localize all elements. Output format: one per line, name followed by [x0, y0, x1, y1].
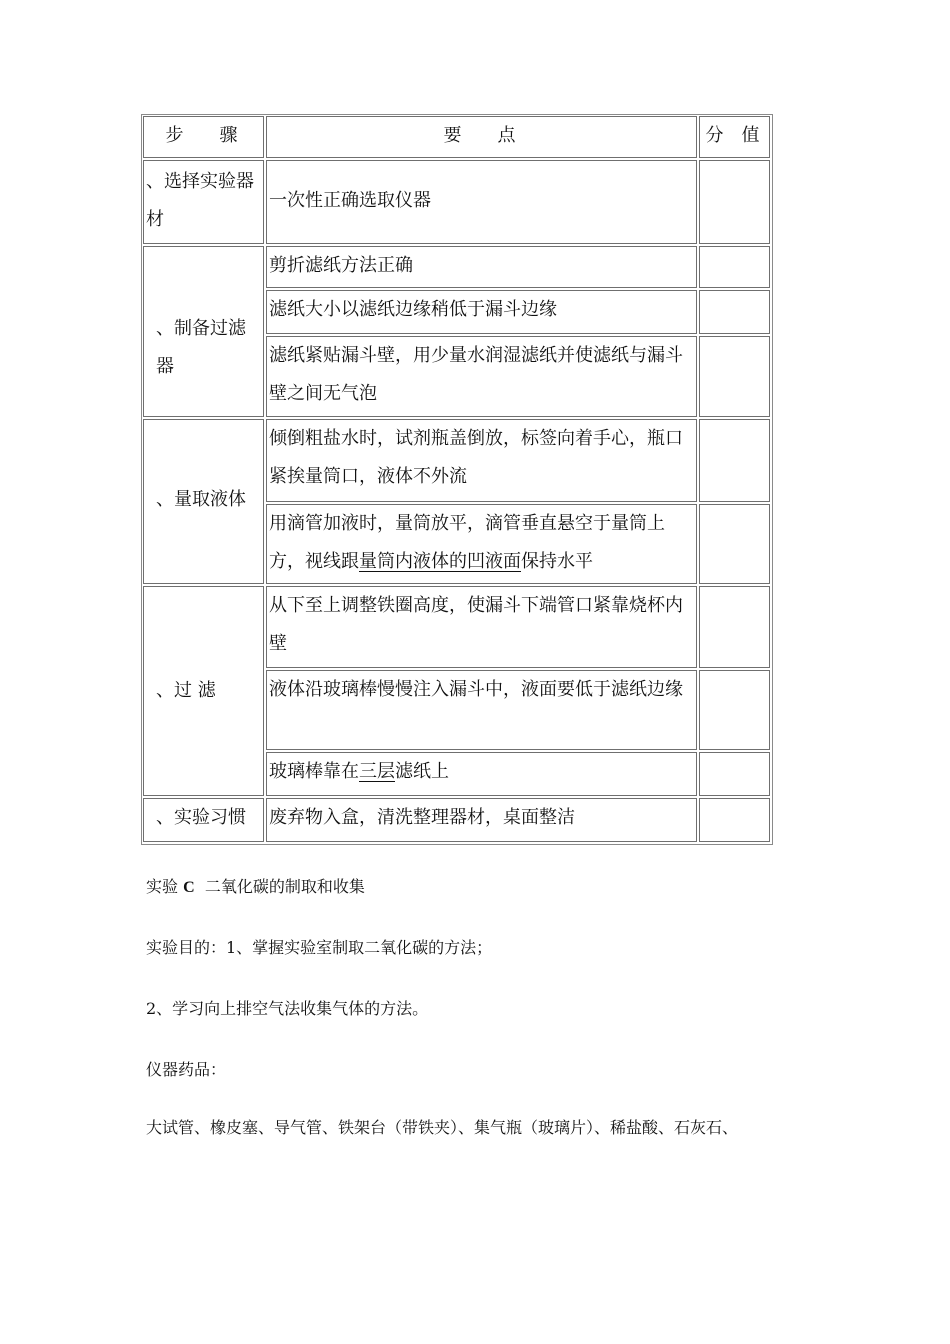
- point-cleanup: 废弃物入盒，清洗整理器材，桌面整洁: [266, 798, 697, 842]
- step-prepare-filter: 、制备过滤器: [143, 246, 264, 417]
- step-measure-liquid: 、量取液体: [143, 419, 264, 584]
- purpose-line-2: 2、学习向上排空气法收集气体的方法。: [146, 999, 429, 1018]
- score-cell: [699, 670, 770, 750]
- step-select-equipment: 、选择实验器材: [143, 160, 264, 244]
- score-cell: [699, 290, 770, 334]
- point-adjust-iron-ring: 从下至上调整铁圈高度，使漏斗下端管口紧靠烧杯内壁: [266, 586, 697, 668]
- header-points: 要 点: [266, 116, 697, 158]
- point-dropper-use: 用滴管加液时，量筒放平，滴管垂直悬空于量筒上方，视线跟量筒内液体的凹液面保持水平: [266, 504, 697, 584]
- instruments-list: 大试管、橡皮塞、导气管、铁架台（带铁夹）、集气瓶（玻璃片）、稀盐酸、石灰石、: [146, 1118, 739, 1137]
- point-fold-filter-paper: 剪折滤纸方法正确: [266, 246, 697, 288]
- point-pour-salt-water: 倾倒粗盐水时，试剂瓶盖倒放，标签向着手心，瓶口紧挨量筒口，液体不外流: [266, 419, 697, 502]
- underlined-three-layers: 三层: [359, 761, 395, 782]
- point-rod-three-layers: 玻璃棒靠在三层滤纸上: [266, 752, 697, 796]
- step-lab-habits: 、实验习惯: [143, 798, 264, 842]
- header-step: 步 骤: [143, 116, 264, 158]
- point-select-instruments: 一次性正确选取仪器: [266, 160, 697, 244]
- point-pour-along-rod: 液体沿玻璃棒慢慢注入漏斗中，液面要低于滤纸边缘: [266, 670, 697, 750]
- score-cell: [699, 504, 770, 584]
- experiment-heading: 实验 C 二氧化碳的制取和收集: [146, 877, 365, 896]
- score-cell: [699, 336, 770, 417]
- score-cell: [699, 246, 770, 288]
- header-score: 分 值: [699, 116, 770, 158]
- purpose-line-1: 实验目的：1、掌握实验室制取二氧化碳的方法；: [146, 938, 493, 957]
- score-cell: [699, 160, 770, 244]
- underlined-meniscus: 量筒内液体的凹液面: [359, 551, 521, 572]
- score-cell: [699, 798, 770, 842]
- score-cell: [699, 586, 770, 668]
- step-filtration: 、过 滤: [143, 586, 264, 796]
- score-cell: [699, 419, 770, 502]
- score-cell: [699, 752, 770, 796]
- point-filter-paper-size: 滤纸大小以滤纸边缘稍低于漏斗边缘: [266, 290, 697, 334]
- instruments-label: 仪器药品：: [146, 1060, 227, 1079]
- point-filter-paper-fit: 滤纸紧贴漏斗壁，用少量水润湿滤纸并使滤纸与漏斗壁之间无气泡: [266, 336, 697, 417]
